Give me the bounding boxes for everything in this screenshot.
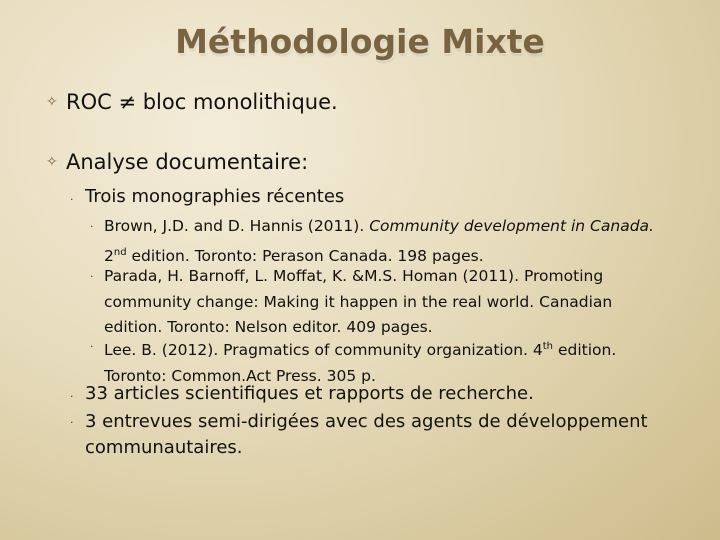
bullet-roc: ROC ≠ bloc monolithique. — [66, 90, 338, 114]
articles-item: 33 articles scientifiques et rapports de recherche. — [85, 383, 534, 404]
bullet-analyse: Analyse documentaire: — [66, 150, 309, 174]
reference-brown-title: Community development in Canada. — [369, 217, 654, 235]
bullet-dot-icon: · — [70, 416, 74, 429]
reference-brown-edition-num: 2 — [104, 246, 114, 265]
bullet-dot-icon: · — [90, 340, 94, 353]
reference-lee-line2: Toronto: Common.Act Press. 305 p. — [104, 366, 376, 385]
reference-lee-line1b: edition. — [553, 341, 617, 360]
bullet-dot-icon: · — [70, 390, 74, 403]
bullet-dot-icon: · — [90, 220, 94, 233]
reference-brown-authors: Brown, J.D. and D. Hannis (2011). — [104, 217, 370, 235]
interviews-line2: communautaires. — [85, 437, 243, 458]
bullet-icon: ✧ — [46, 94, 58, 110]
reference-parada-line1: Parada, H. Barnoff, L. Moffat, K. &M.S. Homan (2011). Promoting — [104, 267, 604, 285]
bullet-dot-icon: · — [90, 270, 94, 283]
reference-brown-edition-sup: nd — [113, 246, 127, 258]
reference-brown-publisher: edition. Toronto: Perason Canada. 198 pages. — [126, 246, 484, 265]
slide-title: Méthodologie Mixte — [175, 22, 545, 61]
monographs-label: Trois monographies récentes — [85, 186, 345, 207]
reference-lee-sup: th — [542, 341, 554, 352]
reference-lee-line1a: Lee. B. (2012). Pragmatics of community organization. 4 — [104, 341, 543, 360]
bullet-icon: ✧ — [46, 154, 58, 170]
reference-brown — [104, 214, 689, 269]
interviews-item — [85, 409, 685, 461]
interviews-line1: 3 entrevues semi-dirigées avec des agents de développement — [85, 411, 648, 432]
bullet-dot-icon: · — [70, 193, 74, 206]
reference-parada-line3: edition. Toronto: Nelson editor. 409 pages. — [104, 318, 433, 336]
reference-parada — [104, 264, 689, 341]
reference-parada-line2: community change: Making it happen in the real world. Canadian — [104, 292, 613, 311]
reference-lee — [104, 334, 689, 389]
